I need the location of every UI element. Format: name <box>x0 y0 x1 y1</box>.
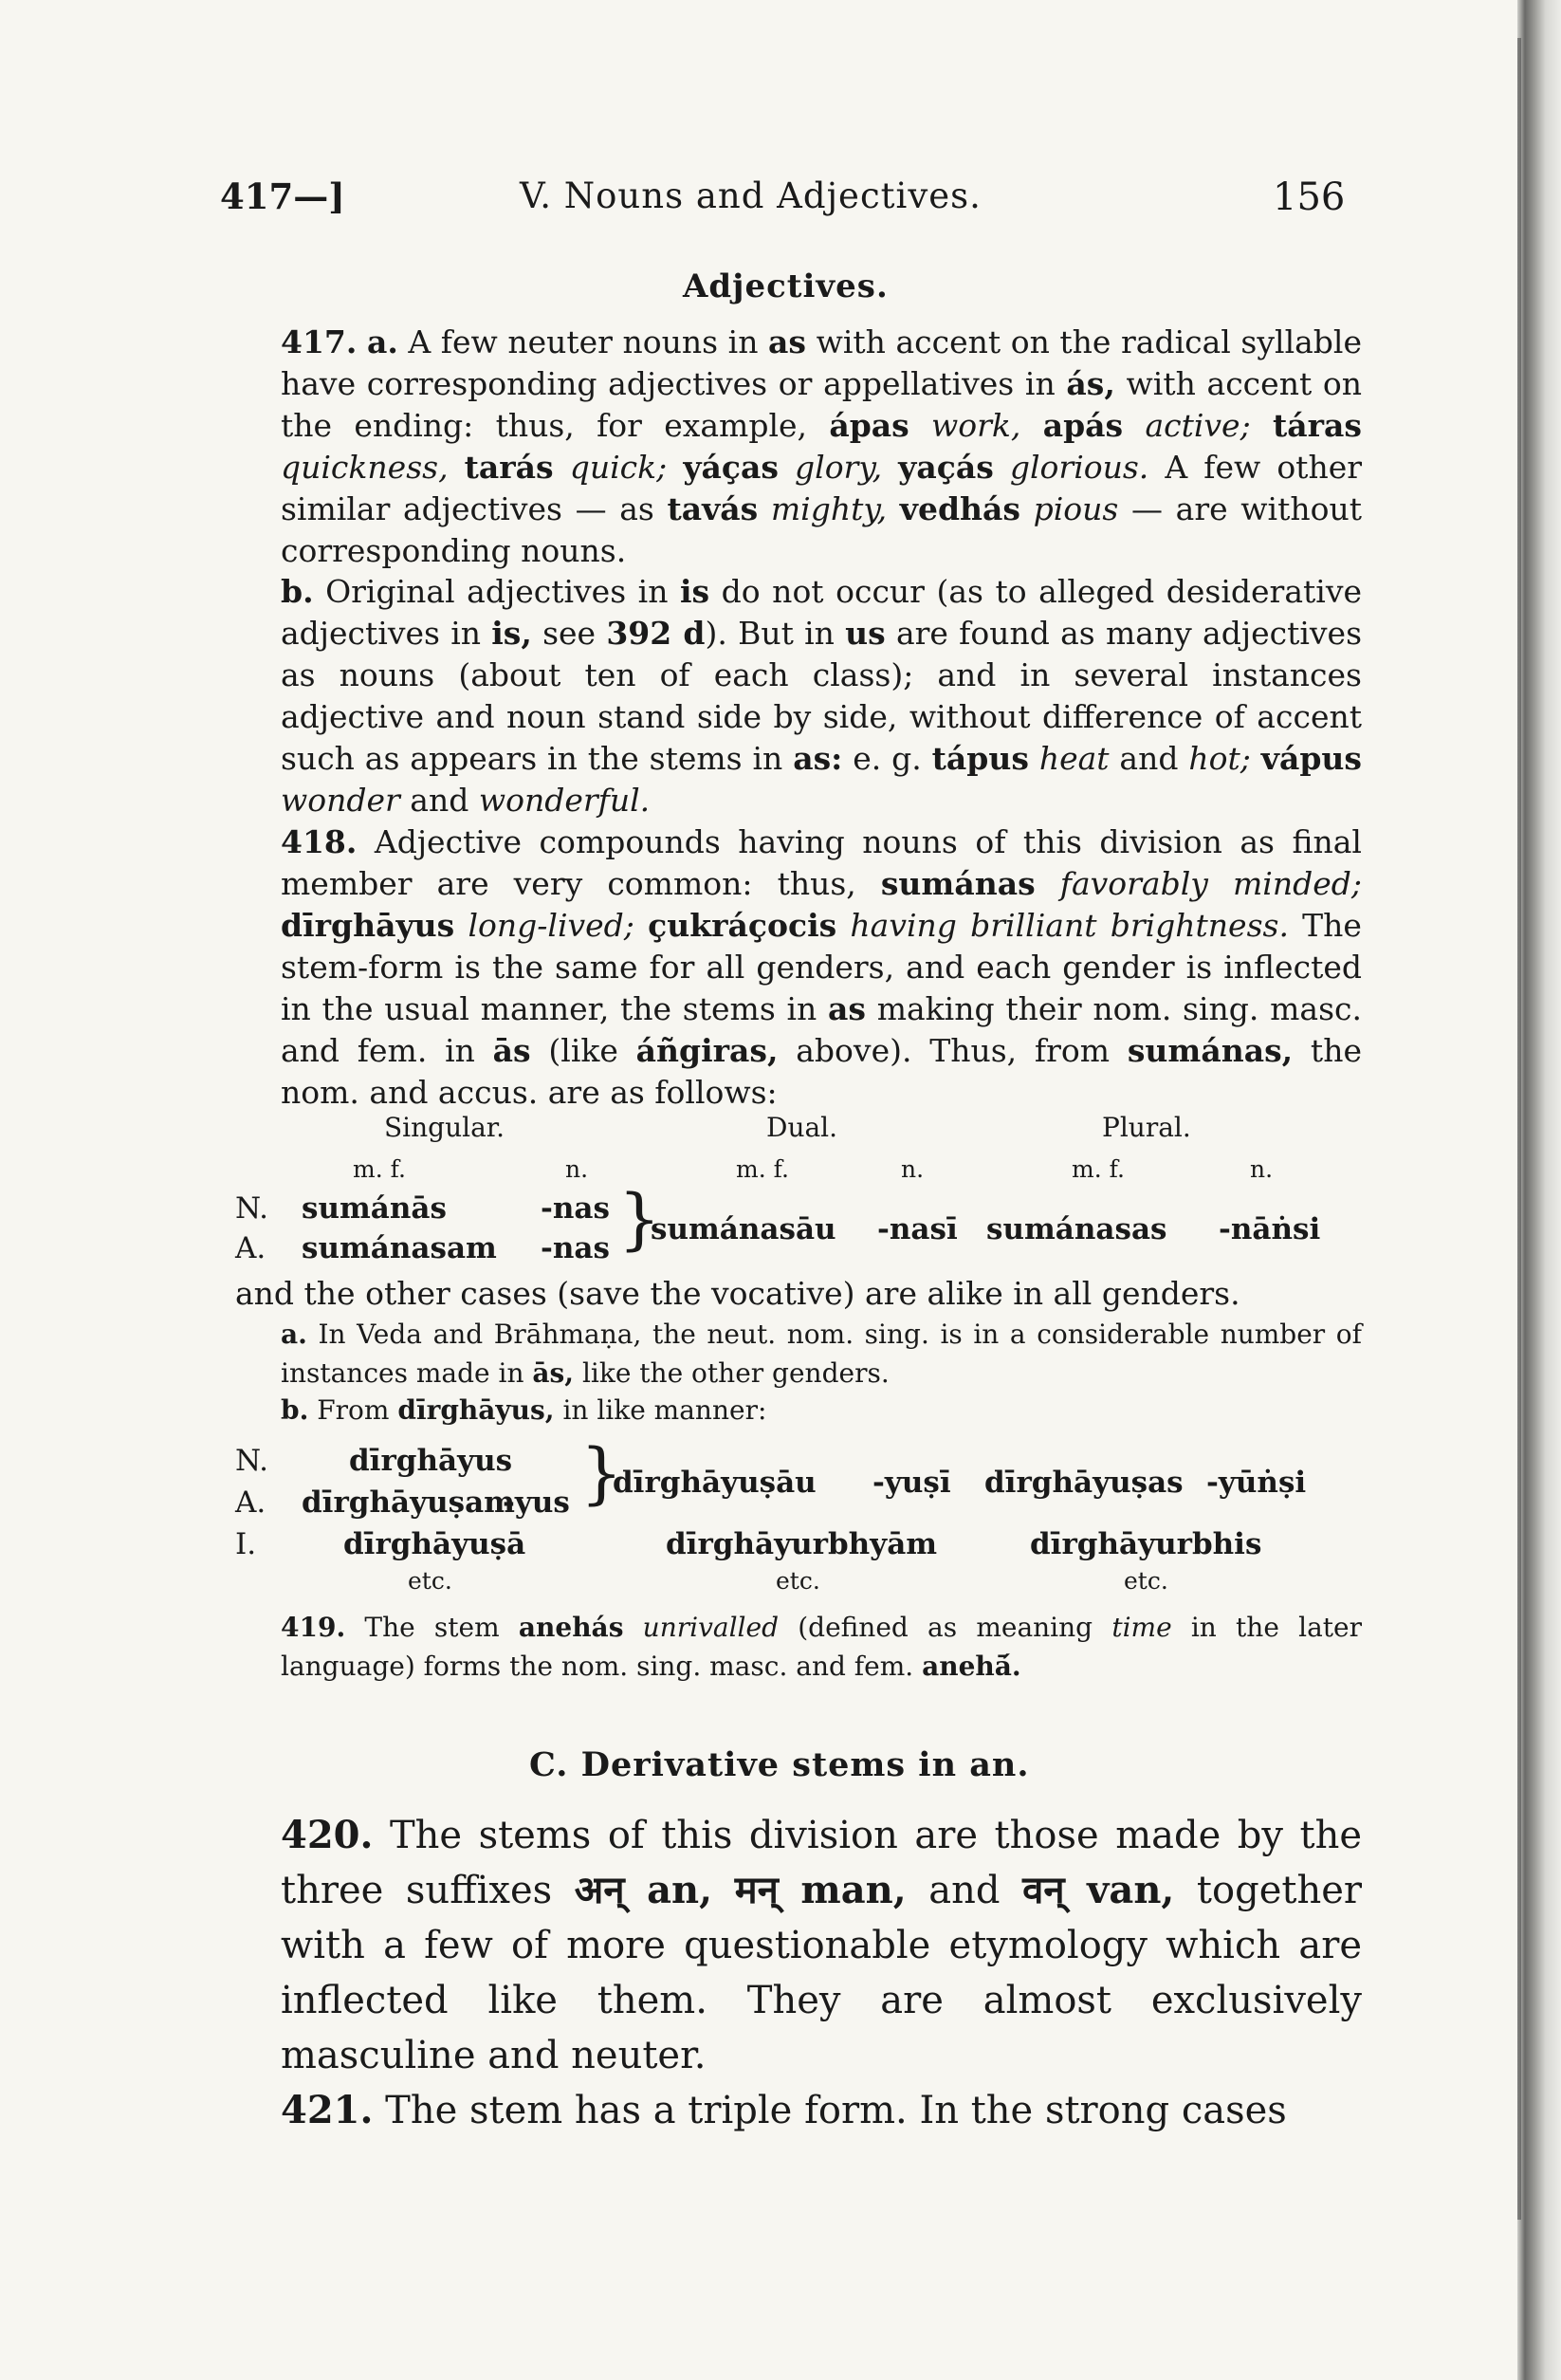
devanagari-van: वन् <box>1022 1869 1065 1912</box>
gender-label: n. <box>1250 1155 1274 1183</box>
etc-label: etc. <box>1124 1567 1168 1595</box>
note-b: b. From dīrghāyus, in like manner: <box>281 1394 767 1426</box>
section-title-derivative: C. Derivative stems in an. <box>529 1745 1030 1784</box>
gender-label: m. f. <box>736 1155 789 1183</box>
paragraph-417a: 417. a. A few neuter nouns in as with accent on the radical syllable have corresponding adjectives or appellatives in ás, with accent on the ending: thus, for example, ápas work, apás active; táras quickness, tarás quick; yáças glory, yaçás glorious. A few other similar adjectives — as tavás mighty, vedhás pious — are without corresponding nouns. <box>281 323 1363 569</box>
page-number: 156 <box>1273 175 1346 219</box>
binding-line <box>1517 38 1521 2220</box>
section-title-adjectives: Adjectives. <box>683 268 889 305</box>
case-label: A. <box>235 1485 266 1520</box>
table-cell: sumánasas <box>986 1212 1167 1246</box>
gender-label: n. <box>901 1155 925 1183</box>
para-number: 417. <box>281 323 358 360</box>
case-label: A. <box>235 1231 266 1265</box>
table-cell: dīrghāyuṣam <box>302 1485 515 1520</box>
paragraph-419: 419. The stem anehás unrivalled (defined as meaning time in the later language) forms the nom. sing. masc. and fem. anehā́. <box>281 1612 1362 1682</box>
para-number: 421. <box>281 2088 374 2132</box>
after-table-text: and the other cases (save the vocative) are alike in all genders. <box>235 1275 1240 1312</box>
header-singular: Singular. <box>384 1112 505 1143</box>
table-cell: -nāṅsi <box>1219 1212 1321 1246</box>
paragraph-421: 421. The stem has a triple form. In the strong cases <box>281 2088 1287 2132</box>
para-number: 418. <box>281 823 358 860</box>
table-cell: -nasī <box>877 1212 958 1246</box>
gender-label: m. f. <box>353 1155 406 1183</box>
table-cell: sumánās <box>302 1191 447 1226</box>
para-number: 420. <box>281 1813 374 1857</box>
table-cell: dīrghāyuṣas <box>984 1466 1184 1500</box>
paragraph-417b: b. Original adjectives in is do not occur (as to alleged desiderative adjectives in is, see 392 d). But in us are found as many adjectives as nouns (about ten of each class); and in several instances adjective and noun stand side by side, without difference of accent such as appears in the stems in as: e. g. tápus heat and hot; vápus wonder and wonderful. <box>281 573 1363 819</box>
case-label: N. <box>235 1191 268 1226</box>
cross-reference-link[interactable]: 392 d <box>606 615 706 652</box>
table-cell: -yūṅṣi <box>1206 1466 1307 1500</box>
table-cell: sumánasam <box>302 1231 497 1265</box>
gender-label: m. f. <box>1072 1155 1125 1183</box>
table-cell: -yus <box>503 1485 570 1520</box>
case-label: N. <box>235 1444 268 1478</box>
table-cell: -nas <box>541 1191 610 1226</box>
header-plural: Plural. <box>1102 1112 1191 1143</box>
brace-icon: } <box>580 1434 623 1512</box>
table-cell: -nas <box>541 1231 610 1265</box>
paragraph-420: 420. The stems of this division are those made by the three suffixes अन् an, मन् man, and वन् van, together with a few of more questionable etymology which are inflected like them. They are almost exclusively masculine and neuter. <box>281 1813 1362 2077</box>
para-number: 419. <box>281 1612 346 1643</box>
table-cell: sumánasāu <box>651 1212 836 1246</box>
running-head-section: 417—] <box>220 175 345 217</box>
table-cell: dīrghāyuṣāu <box>613 1466 817 1500</box>
page-edge-shadow <box>1517 0 1561 2380</box>
brace-icon: } <box>618 1180 661 1258</box>
etc-label: etc. <box>776 1567 820 1595</box>
table-cell: -yuṣī <box>872 1466 951 1500</box>
paragraph-418: 418. Adjective compounds having nouns of this division as final member are very common: thus, sumánas favorably minded; dīrghāyus long-lived; çukráçocis having brilliant brightness. The stem-form is the same for all genders, and each gender is inflected in the usual manner, the stems in as making their nom. sing. masc. and fem. in ās (like áñgiras, above). Thus, from sumánas, the nom. and accus. are as follows: <box>281 823 1362 1111</box>
table-cell: dīrghāyurbhis <box>1030 1527 1262 1561</box>
etc-label: etc. <box>408 1567 452 1595</box>
header-dual: Dual. <box>766 1112 838 1143</box>
table-cell: dīrghāyuṣā <box>343 1527 526 1561</box>
devanagari-an: अन् <box>574 1869 625 1912</box>
table-cell: dīrghāyurbhyām <box>666 1527 938 1561</box>
gender-label: n. <box>565 1155 589 1183</box>
running-head-title: V. Nouns and Adjectives. <box>520 175 982 216</box>
table-cell: dīrghāyus <box>349 1444 513 1478</box>
devanagari-man: मन् <box>734 1869 779 1912</box>
case-label: I. <box>235 1527 257 1561</box>
note-a: a. In Veda and Brāhmaṇa, the neut. nom. sing. is in a considerable number of instances made in ās, like the other genders. <box>281 1319 1362 1389</box>
